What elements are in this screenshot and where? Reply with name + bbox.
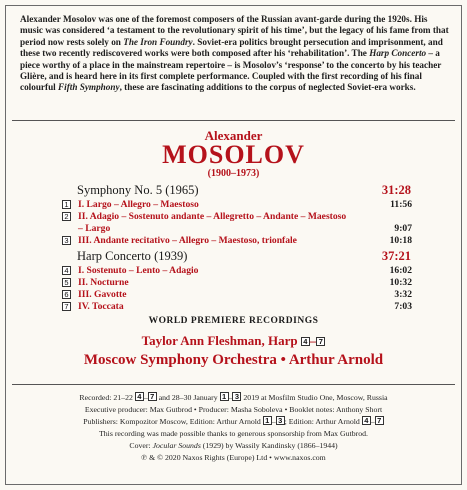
credits-sponsorship: This recording was made possible thanks to generous sponsorship from Max Gutbrod. [99, 429, 368, 438]
track-row[interactable] [62, 265, 412, 277]
track-title: IV. Toccata [78, 301, 124, 312]
track-duration: 16:02 [389, 265, 412, 277]
credits-block [10, 392, 457, 464]
track-duration: 10:32 [389, 277, 412, 289]
work-duration-harp-concerto: 37:21 [381, 249, 411, 263]
track-number-box: 3 [62, 236, 71, 245]
track-duration: 7:03 [394, 301, 412, 313]
track-row[interactable] [62, 235, 412, 247]
divider-bottom [12, 384, 455, 385]
credits-copyright: ℗ & © 2020 Naxos Rights (Europe) Ltd • www.naxos.com [141, 453, 326, 462]
work-title-harp-concerto: Harp Concerto (1939) [77, 249, 188, 263]
track-number-box: 4 [301, 337, 310, 346]
track-title: II. Adagio – Sostenuto andante – Allegretto – Andante – Maestoso – Largo [78, 211, 347, 234]
ensemble-line: Moscow Symphony Orchestra • Arthur Arnold [83, 352, 384, 368]
track-number-box: 7 [316, 337, 325, 346]
work-title-symphony: Symphony No. 5 (1965) [77, 183, 199, 197]
track-duration: 11:56 [390, 199, 412, 211]
composer-last-name: MOSOLOV [162, 140, 305, 169]
composer-first-name: Alexander [204, 128, 263, 143]
track-number-box: 5 [62, 278, 71, 287]
credits-publishers: Publishers: Kompozitor Moscow, Edition: Arthur Arnold 1 – 3 ; Edition: Arthur Arnold 4 – 7 [10, 416, 457, 428]
track-row[interactable] [62, 211, 412, 235]
credits-recorded: Recorded: 21–22 4 – 7 and 28–30 January 1 – 3 2019 at Mosfilm Studio One, Moscow, Russia [79, 392, 388, 402]
track-row[interactable] [62, 277, 412, 289]
divider-top [12, 120, 455, 121]
track-title: I. Sostenuto – Lento – Adagio [78, 265, 199, 276]
track-number-box: 4 [62, 266, 71, 275]
track-title: II. Nocturne [78, 277, 129, 288]
track-title: I. Largo – Allegro – Maestoso [78, 199, 199, 210]
track-number-box: 7 [62, 302, 71, 311]
track-row[interactable] [62, 289, 412, 301]
track-duration: 9:07 [394, 223, 412, 235]
track-duration: 10:18 [389, 235, 412, 247]
track-title: III. Gavotte [78, 289, 127, 300]
credits-producers: Executive producer: Max Gutbrod • Producer: Masha Soboleva • Booklet notes: Anthony Short [84, 405, 383, 414]
work-duration-symphony: 31:28 [381, 183, 411, 197]
track-number-box: 6 [62, 290, 71, 299]
soloist-line: Taylor Ann Fleshman, Harp 4 – 7 [0, 333, 467, 349]
track-row[interactable] [62, 301, 412, 313]
track-title: III. Andante recitativo – Allegro – Maestoso, trionfale [78, 235, 297, 246]
composer-dates: (1900–1973) [207, 168, 260, 179]
premiere-heading: WORLD PREMIERE RECORDINGS [148, 316, 319, 326]
track-number-box: 2 [62, 212, 71, 221]
track-number-box: 1 [62, 200, 71, 209]
track-row[interactable] [62, 199, 412, 211]
credits-cover: Cover: Jocular Sounds (1929) by Wassily Kandinsky (1866–1944) [129, 441, 338, 450]
description-paragraph: Alexander Mosolov was one of the foremost composers of the Russian avant-garde during the 1920s. His music was considered ‘a testament to the revolutionary spirit of his time’, but the legacy of his fame from that period now rests solely on The Iron Foundry. Soviet-era politics brought persecution and imprisonment, and these two recently rediscovered works were both composed after his ‘rehabilitation’. The Harp Concerto – a piece worthy of a place in the mainstream repertoire – is Mosolov’s ‘response’ to the concerto by his teacher Glière, and is heard here in its first complete performance. Coupled with the first recording of his final colourful Fifth Symphony, these are fascinating additions to the corpus of neglected Soviet-era works. [20, 14, 449, 93]
track-duration: 3:32 [394, 289, 412, 301]
